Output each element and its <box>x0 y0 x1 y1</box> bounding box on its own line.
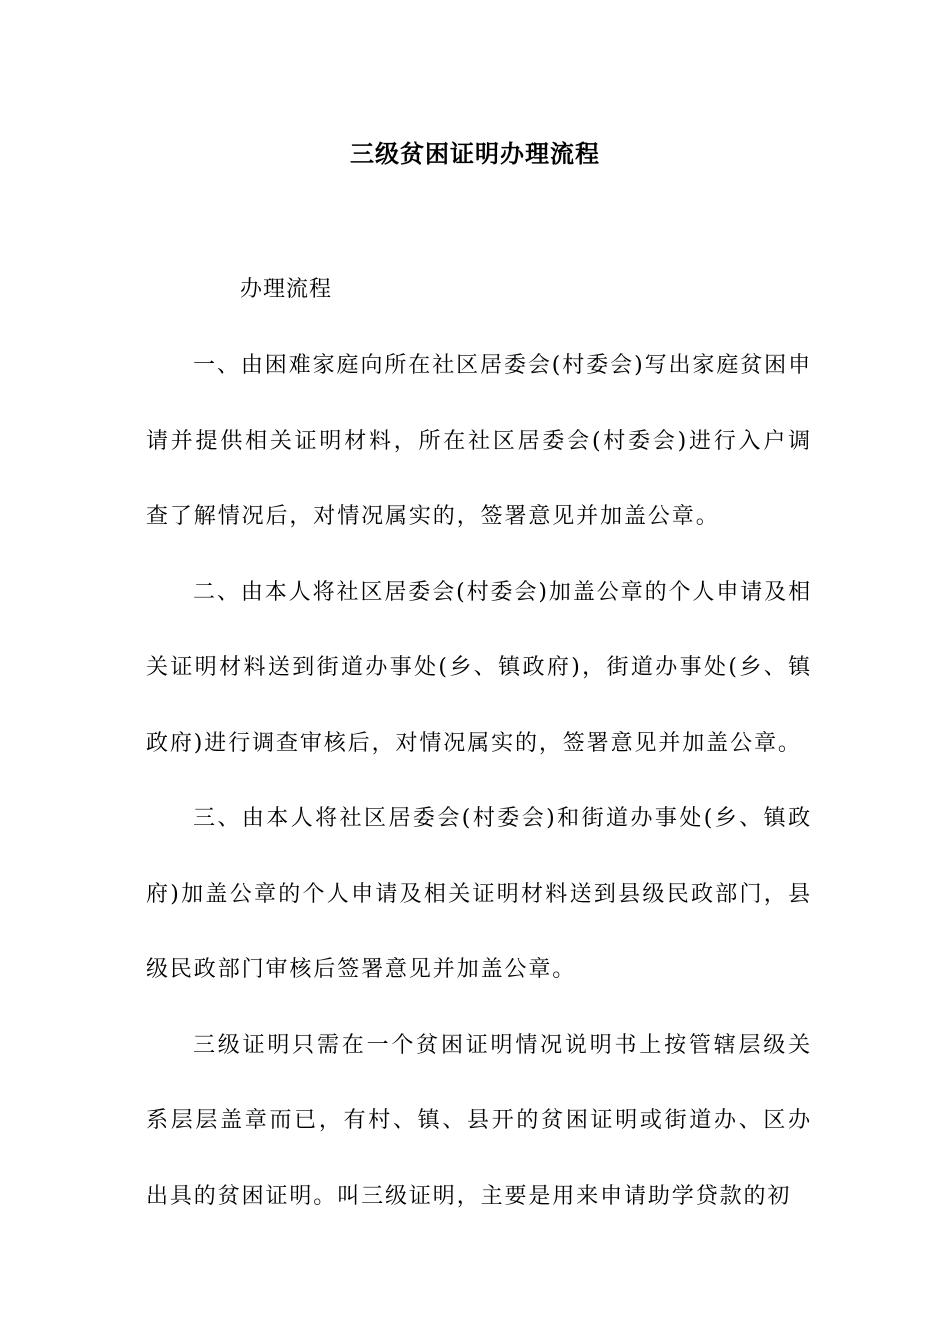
paragraph-step-3: 三、由本人将社区居委会(村委会)和街道办事处(乡、镇政府)加盖公章的个人申请及相关证明材料送到县级民政部门，县级民政部门审核后签署意见并加盖公章。 <box>146 806 812 982</box>
document-body <box>146 252 812 1234</box>
section-heading: 办理流程 <box>240 277 333 302</box>
document-title: 三级贫困证明办理流程 <box>350 139 600 168</box>
paragraph-explanation: 三级证明只需在一个贫困证明情况说明书上按管辖层级关系层层盖章而已，有村、镇、县开的贫困证明或街道办、区办出具的贫困证明。叫三级证明，主要是用来申请助学贷款的初 <box>146 1032 812 1209</box>
paragraph-step-2: 二、由本人将社区居委会(村委会)加盖公章的个人申请及相关证明材料送到街道办事处(乡、镇政府)，街道办事处(乡、镇政府)进行调查审核后，对情况属实的，签署意见并加盖公章。 <box>146 579 812 756</box>
paragraph-step-1: 一、由困难家庭向所在社区居委会(村委会)写出家庭贫困申请并提供相关证明材料，所在社区居委会(村委会)进行入户调查了解情况后，对情况属实的，签署意见并加盖公章。 <box>146 353 812 529</box>
